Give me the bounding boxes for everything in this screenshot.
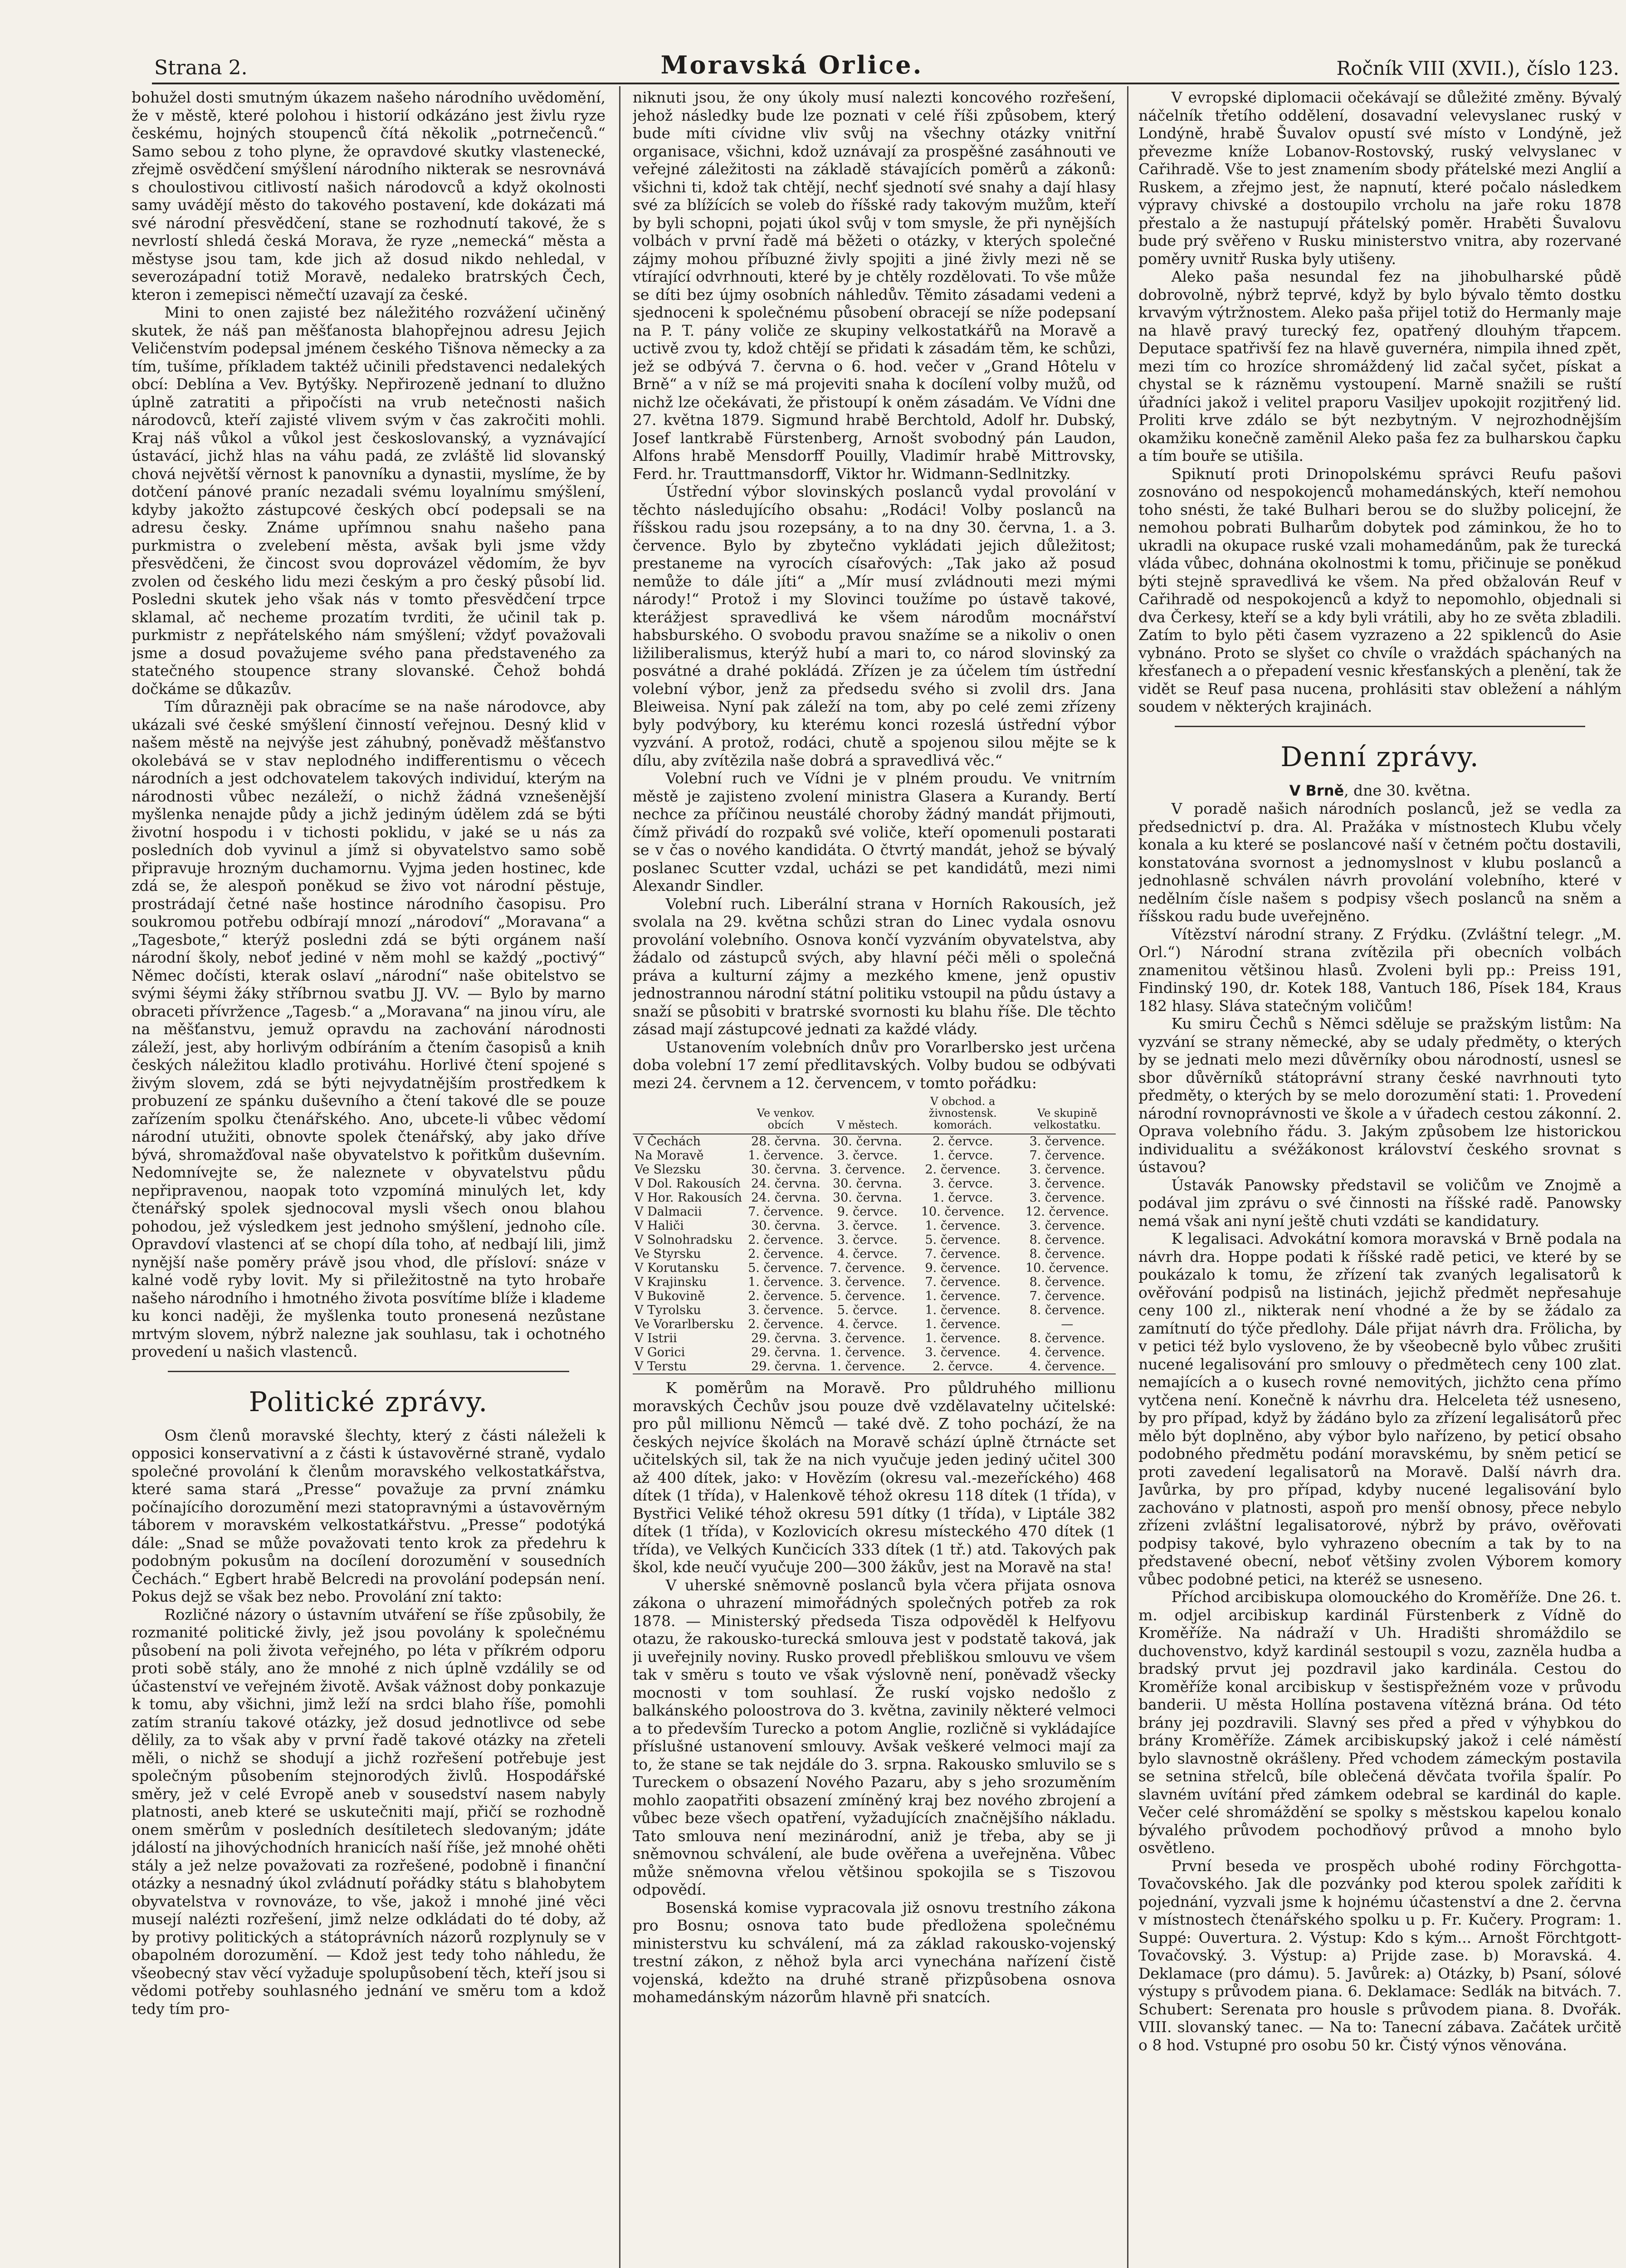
table-cell: 28. června. [751,1134,820,1149]
article-paragraph: Příchod arcibiskupa olomouckého do Kroměříže. Dne 26. t. m. odjel arcibiskup kardinál Fürstenberk z Vídně do Kroměříže. Na nádraží v Uh. Hradišti shromáždilo se duchovenstvo, když kardinál sestoupil s vozu, zazněla hudba a bradský prvut jej pozdravil jako kardinála. Cestou do Kroměříže konal arcibiskup v šestispřežném voze v průvodu banderii. U města Hollína postavena vítězná brána. Od této brány jej pozdravili. Slavný ses před a před v výhybkou do brány Kroměříže. Zámek arcibiskupský jakož i celé náměstí bylo slavnostně okrášleny. Před vchodem zámeckým postavila se setnina střelců, bíle oblečená děvčata tvořila špalír. Po slavném uvítání před zámkem odebral se kardinál do kaple. Večer celé shromáždění se spolky s městskou kapelou konalo bývalého průvodem pochodňový průvod a mnoho bylo osvětleno. [1138,1588,1621,1857]
table-cell: 5. července. [830,1289,905,1303]
article-paragraph: Ku smiru Čechů s Němci sděluje se pražským listům: Na vyzvání se strany německé, aby se udaly předměty, o kterých by se jednati melo mezi důvěrníky obou národností, usnesl se sbor důvěrníků státoprávní strany české navrhnouti tyto předměty, o kterých by se melo dorozumění stati: 1. Provedení národní rovnoprávnosti ve škole a v úřadech cestou zákonní. 2. Oprava volebního řádu. 3. Jakým způsobem lze historickou individualitu a svéžákonost království českého srovnat s ústavou? [1138,1015,1621,1176]
table-cell: V Hor. Rakousích [635,1191,742,1205]
table-cell: 4. července. [1029,1345,1105,1359]
table-row [633,1345,1116,1359]
table-cell: 3. července. [925,1345,1001,1359]
table-row [633,1205,1116,1219]
table-cell: 2. července. [748,1233,824,1247]
table-cell: 29. června. [751,1359,820,1374]
table-cell: 1. července. [925,1331,1001,1345]
table-cell: 24. června. [751,1191,820,1205]
table-cell: Ve Styrsku [635,1247,701,1261]
article-paragraph: niknuti jsou, že ony úkoly musí nalezti koncového rozřešení, jehož následky bude lze poznati v celé říši způsobem, který bude míti cívidne vliv svůj na všechny otázky vnitřní organisace, všichni, kdož uznávají za prospěšné zasáhnouti ve veřejné záležitosti na základě stávajících poměrů a zákonů: všichni ti, kdož tak chtějí, nechť sjednotí své snahy a dají hlasy své za blížících se voleb do říšské rady takovým mužům, kteří by byli schopni, pojati úkol svůj v tom smysle, že při nynějších volbách v první řadě má běžeti o otázky, v kterých společné zájmy mohou příbuzné živly spojiti a jiné živly mezi ně se vtírající odvrhnouti, které by je chtěly rozdělovati. To vše může se díti bez újmy osobních náhledův. Těmito zásadami vedeni a sjednoceni k společnému působení obracejí se níže podepsaní na P. T. pány voliče ze skupiny velkostatkářů na Moravě a uctivě zvou ty, kdož chtějí se přidati k zásadám těm, ke schůzi, jež se odbývá 7. června o 6. hod. večer v „Grand Hôtelu v Brně“ a v níž se má projeviti snaha k docílení volby mužů, od nichž lze očekávati, že přistoupí k oněm zásadám. Ve Vídni dne 27. května 1879. Sigmund hrabě Berchtold, Adolf hr. Dubský, Josef lantkrabě Fürstenberg, Arnošt svobodný pán Laudon, Alfons hrabě Mensdorff Pouilly, Vladimír hrabě Mittrovsky, Ferd. hr. Trauttmansdorff, Viktor hr. Widmann-Sedlnitzky. [633,88,1116,483]
table-cell: 7. července. [830,1261,905,1275]
dateline-date: , dne 30. května. [1344,781,1471,799]
table-cell: V Krajinsku [635,1275,707,1289]
table-cell: 12. července. [1025,1205,1109,1219]
header-rule [152,83,1619,84]
table-cell: 10. července. [1025,1261,1109,1275]
table-header-cell: Ve venkov. obcích [757,1107,815,1131]
table-row [633,1134,1116,1149]
table-row [633,1331,1116,1345]
article-paragraph: Osm členů moravské šlechty, který z části náleželi k opposici konservativní a z části k ústavověrné straně, vydalo společné provolání k členům moravského velkostatkářstva, které sama stará „Presse“ považuje za první známku počínajícího dorozumění mezi statopravnými a ústavověrným táborem v moravském velkostatkářstvu. „Presse“ podotýká dále: „Snad se může považovati tento krok za předehru k podobným pokusům na docílení dorozumění v sousedních Čechách.“ Egbert hrabě Belcredi na provolání podepsán není. Pokus dejž se však bez nebo. Provolání zní takto: [132,1426,605,1605]
table-cell: Ve Slezsku [635,1163,701,1177]
table-cell: 5. červce. [837,1303,898,1317]
table-cell: 9. červce. [837,1205,898,1219]
page-header [154,48,1619,79]
table-cell: 9. července. [925,1261,1001,1275]
table-row [633,1247,1116,1261]
article-paragraph: Aleko paša nesundal fez na jihobulharské půdě dobrovolně, nýbrž teprvé, když by bylo bývalo těmto dostku krvavým výtržnostem. Aleko paša přijel totiž do Hermanly maje na hlavě pravý turecký fez, opatřený dlouhým třapcem. Deputace spatřivší fez na hlavě guvernéra, nimpila ihned zpět, mezi tím co hrozíce shromáždený lid začal syčet, pískat a chystal se k rázněmu vystoupení. Marně snažili se ruští úřadníci jakož i velitel praporu Vasiljev upokojit rozjitřený lid. Proliti krve zdálo se být nezbytným. V nejrozhodnějším okamžiku konečně zaměnil Aleko paša fez za bulharskou čapku a tím bouře se utišila. [1138,268,1621,464]
table-cell: V Haliči [635,1219,684,1233]
article-paragraph: Volební ruch ve Vídni je v plném proudu. Ve vnitrním městě je zajisteno zvolení ministra Glasera a Kurandy. Bertí nechce za příčinou neustálé choroby žádný mandát přijmouti, čímž přivádí do rozpaků své voliče, kteří opomenuli postarati se v čas o nového kandidáta. O čtvrtý mandát, jehož se bývalý poslanec Scutter vzdal, ucházi se pet kandidátů, mezi nimi Alexandr Sindler. [633,769,1116,894]
table-cell: V Dalmacii [635,1205,702,1219]
article-paragraph: Rozličné názory o ústavním utváření se říše způsobily, že rozmanité politické živly, jež jsou povolány k společnému působení na poli života veřejného, po léta v příkrém odporu proti sobě stály, ano že mnohé z nich úplně vzdálily se od účastenství ve veřejném životě. Avšak vážnost doby ponkazuje k tomu, aby všichni, jimž leží na srdci blaho říše, pomohli zatím straníu takové otázky, jež dosud jednotlivce od sebe dělily, za to však aby v první řadě takové otázky na zřeteli měli, o nichž se shodují a jichž rozřešení potřebuje jest společným působením stejnorodých živlů. Hospodářské směry, jež v celé Evropě aneb v sousedství nasem nabyly platnosti, aneb které se uskutečniti mají, přičí se rozhodně onem směrům v posledních desítiletech sledovaným; jdáte jdálostí na jihovýchodních hranicích naší říše, jež mnohé ohěti stály a jež nelze považovati za rozřešené, podobně i finanční otázky a nesnadný úkol zvládnutí pořádky státu s blahobytem obyvatelstva v rovnováze, to vše, jakož i mnohé jiné věci musejí nalézti rozřešení, jimž nelze odkládati do té doby, až by protivy politických a státoprávních názorů rozplynuly se v obapolném dorozumění. — Kdož jest tedy toho náhledu, že všeobecný stav věcí vyžaduje spolupůsobení těch, kteří jsou si vědomi potřeby souhlasného jednání ve směru tom a kdož tedy tím pro- [132,1605,605,2018]
table-cell: 2. července. [925,1163,1001,1177]
table-cell: — [1061,1317,1074,1331]
table-header-cell: Ve skupině velkostatku. [1033,1107,1101,1131]
article-paragraph: V evropské diplomacii očekávají se důležité změny. Bývalý náčelník třetího oddělení, dosavadní velevyslanec ruský v Londýně, hrabě Šuvalov opustí své místo v Londýně, jež převezme kníže Lobanov-Rostovský, ruský velvyslanec v Cařihradě. Vše to jest znamením sbody přátelské mezi Anglií a Ruskem, a zřejmo jest, že napnutí, které počalo následkem výpravy chivské a dostoupilo vrcholu na jaře roku 1878 přestalo a že nastupují přátelský poměr. Hraběti Šuvalovu bude prý svěřeno v Rusku ministerstvo vnitra, aby rozervané poměry uvnitř Ruska byly utišeny. [1138,88,1621,268]
table-header-cell [633,1095,744,1134]
article-paragraph: Mini to onen zajisté bez náležitého rozvážení učiněný skutek, že náš pan měšťanosta blahopřejnou adresu Jejich Veličenstvím podepsal jménem českého Tišnova německy a za tím, tušíme, příkladem taktéž učinili představenci nedalekých obcí: Deblína a Vev. Bytýšky. Nepřirozeně jednaní to dlužno úplně zatratiti a připočísti na vrub netečnosti našich národovců, kteří zajisté vlivem svým v čas zakročiti mohli. Kraj náš vůkol a vůkol jest českoslovanský, a vyznávající ústavácí, jichž hlas na váhu padá, ze zvláště lid slovanský chová největší věrnost k panovníku a dynastii, myslíme, že by dotčení pánové praníc nezadali svému loyalnímu smýšlení, kdyby jakožto zástupcové českých obcí podepsali se na adresu česky. Známe upřímnou snahu našeho pana purkmistra o zvelebení města, avšak byli jsme vždy přesvědčeni, že čincost svou doprovázel vědomím, že byv zvolen od českého lidu mezi českým a pro český působí lid. Posledni skutek jeho však nás v tomto přesvědčení trpce sklamal, ač necheme prozatím tvrditi, že učinil tak p. purkmistr z nepřátelského nám smýšlení; vždyť považovali jsme a dosud považujeme svého pana představeného za statečného stoupence strany slovanské. Čehož bohdá dočkáme se důkazův. [132,303,605,698]
table-row [633,1163,1116,1177]
table-cell: 3. července. [830,1275,905,1289]
table-cell: 3. červce. [933,1177,993,1191]
table-cell: 1. července. [830,1359,905,1374]
table-cell: 3. červce. [837,1233,898,1247]
table-cell: 30. června. [832,1191,902,1205]
table-cell: 3. července. [1029,1191,1105,1205]
table-row [633,1177,1116,1191]
dateline [1138,782,1621,800]
section-divider [168,1371,569,1372]
table-cell: 3. července. [748,1303,824,1317]
table-cell: 1. července. [748,1275,824,1289]
article-paragraph: Ústřední výbor slovinských poslanců vydal provolání v těchto následujícího obsahu: „Rodáci! Volby poslanců na říšskou radu jsou rozepsány, a to na dny 30. června, 1. a 3. července. Bylo by zbytečno vykládati jejich důležitost; prestaneme na vyrocích císařových: „Tak jako až posud nemůže to dále jíti“ a „Mír musí zvládnouti mezi mými národy!“ Protož i my Slovinci toužíme po ústavě takové, kterážjest spravedlivá ke všem národům mocnářství habsburského. O svobodu pravou snažíme se a nikoliv o onen ližiliberalismus, kterýž hubí a mari to, co národ slovinský za posvátné a drahé pokládá. Zřízen je za účelem tím ústřední volební výbor, jenž za předsedu svého si zvolil drs. Jana Bleiweisa. Nyní pak záleží na tom, aby po celé zemi zřízeny byly podvýbory, ku kterému konci rozeslá ústřední výbor vyzvání. A protož, rodáci, chutě a spojenou silou mějte se k dílu, aby zvítězila naše dobrá a spravedlivá věc.“ [633,483,1116,769]
table-cell: 4. července. [1029,1359,1105,1374]
table-cell: V Korutansku [635,1261,719,1275]
table-cell: 3. července. [1029,1163,1105,1177]
article-paragraph: V poradě našich národních poslanců, jež se vedla za předsednictví p. dra. Al. Pražáka v místnostech Klubu včely konala a ku které se poslancové naší v četném počtu dostavili, konstatována svornost a jednomyslnost v klubu poslanců a jednohlasně schválen návrh provolání volebního, které v nedělním čísle našem s podpisy všech poslanců na sněm a říšskou radu bude uveřejněno. [1138,800,1621,925]
table-cell: 3. července. [1029,1219,1105,1233]
table-header-cell: V městech. [837,1119,898,1131]
table-cell: Ve Vorarlbersku [635,1317,734,1331]
table-row [633,1359,1116,1374]
table-cell: 1. července. [925,1289,1001,1303]
table-cell: V Terstu [635,1359,687,1374]
table-cell: 7. července. [748,1205,824,1219]
table-cell: 1. červce. [933,1191,993,1205]
table-cell: 8. července. [1029,1303,1105,1317]
table-cell: 29. června. [751,1345,820,1359]
article-paragraph: Vítězství národní strany. Z Frýdku. (Zvláštní telegr. „M. Orl.“) Národní strana zvítězila při obecních volbách znamenitou většinou hlasů. Zvoleni byli pp.: Preiss 191, Findinský 190, dr. Kotek 188, Vantuch 186, Písek 184, Kraus 182 hlasy. Sláva statečným voličům! [1138,925,1621,1015]
table-cell: 3. červce. [837,1219,898,1233]
page-number: Strana 2. [154,56,248,79]
table-body [633,1134,1116,1374]
section-divider [1175,726,1585,727]
daily-news-heading: Denní zprávy. [1280,741,1480,773]
table-cell: 7. července. [925,1275,1001,1289]
table-cell: 1. červce. [933,1149,993,1163]
article-paragraph: Volební ruch. Liberální strana v Horních Rakousích, jež svolala na 29. května schůzi stran do Linec vydala osnovu provolání volebního. Osnova končí vyzváním obyvatelstva, aby žádalo od zástupců svých, aby hlavní péči měli o společná práva a kulturní zájmy a mezkého kmene, jenž opustiv jednostrannou národní státní politiku vstoupil na půdu ústavy a snaží se působiti v bratrské svornosti ku blahu říše. Dle těchto zásad mají zástupcové jednati za každé vlády. [633,894,1116,1038]
table-cell: 30. června. [751,1219,820,1233]
table-row [633,1261,1116,1275]
article-paragraph: Ústavák Panowsky představil se voličům ve Znojmě a podával jim zprávu o své činnosti na říšské radě. Panowsky nemá však ani nyní ještě chuti vzdáti se kandidatury. [1138,1176,1621,1230]
table-cell: 7. července. [1029,1149,1105,1163]
table-row [633,1233,1116,1247]
table-cell: 5. července. [925,1233,1001,1247]
table-cell: 10. července. [921,1205,1005,1219]
table-cell: 2. července. [748,1247,824,1261]
table-cell: 30. června. [751,1163,820,1177]
table-cell: 3. července. [830,1163,905,1177]
table-cell: 1. července. [925,1317,1001,1331]
table-cell: 2. červce. [933,1359,993,1374]
table-row [633,1149,1116,1163]
masthead-title: Moravská Orlice. [660,50,923,79]
table-cell: 2. července. [748,1289,824,1303]
table-cell: 4. červce. [837,1247,898,1261]
table-cell: 3. července. [1029,1134,1105,1149]
table-cell: V Solnohradsku [635,1233,733,1247]
article-paragraph: K poměrům na Moravě. Pro půldruhého millionu moravských Čechův jsou pouze dvě vzdělavatelny učitelské: pro půl millionu Němců — také dvě. Z toho pochází, že na českých nejvíce školách na Moravě schází úplně čtrnácte set učitelských sil, tak že na nich vyučuje jeden jediný učitel 300 až 400 dítek, jako: v Hovězím (okresu val.-mezeříckého) 468 dítek (1 třída), v Halenkově téhož okresu 118 dítek (1 třída), v Bystřici Veliké téhož okresu 591 dítky (1 třída), v Liptále 382 dítek (1 třída), v Kozlovicích okresu místeckého 470 dítek (1 třída), ve Velkých Kunčicích 333 dítek (1 tř.) atd. Takových pak škol, kde neučí vyučuje 200—300 žákův, jest na Moravě na sta! [633,1379,1116,1576]
politics-heading: Politické zprávy. [249,1386,488,1418]
table-cell: 24. června. [751,1177,820,1191]
table-cell: 30. června. [832,1134,902,1149]
table-cell: V Gorici [635,1345,685,1359]
article-paragraph: bohužel dosti smutným úkazem našeho národního uvědomění, že v městě, které polohou i historií odkázáno jest živlu ryze českému, hojných stoupenců čítá několik „potrnečenců.“ Samo sebou z toho plyne, že opravdové skutky vlastenecké, zřejmě osvědčení smýšlení národního nikterak se nesrovnává s choulostivou citlivostí našich národovců a když okolnosti samy uvádějí město do takového postavení, kde dokázati má své národní přesvědčení, stane se rozhodnutí takové, že s nevrlostí shledá česká Morava, že ryze „nemecká“ města a městyse jsou tam, kde jich až dosud nikdo nehledal, v severozápadní totiž Moravě, nedaleko bratrských Čech, kteron i zemepisci němečtí uzavají za české. [132,88,605,303]
column-rule-1 [619,86,620,2268]
table-cell: 4. červce. [837,1317,898,1331]
table-cell: V Bukovině [635,1289,705,1303]
table-cell: 3. července. [830,1331,905,1345]
table-cell: 7. července. [925,1247,1001,1261]
table-row [633,1317,1116,1331]
table-cell: 8. července. [1029,1331,1105,1345]
dateline-city: V Brně [1289,782,1344,799]
table-header-row [633,1095,1116,1134]
table-cell: 2. července. [748,1317,824,1331]
table-header-cell: V obchod. a živnostensk. komorách. [928,1095,997,1131]
table-cell: 7. července. [1029,1289,1105,1303]
column-1 [132,88,605,2268]
article-paragraph: Spiknutí proti Drinopolskému správci Reufu pašovi zosnováno od nespokojenců mohamedánských, kteří nemohou toho snésti, že také Bulhari berou se do služby policejní, že nemohou pobrati Bulharům dobytek pod záminkou, že ho to ukradli na okupace ruské vzali mohamedánům, pak že turecká vláda vůbec, dohnána okolnostmi k tomu, přičinuje se poněkud býti stejně spravedlivá ke všem. Na před obžalován Reuf v Cařihradě od nespokojenců a když to nepomohlo, objednali si dva Čerkesy, kteří se a kdy byli vrátili, aby ho ze světa zbladili. Zatím to bylo pěti časem vyzrazeno a 22 spiklenců do Asie vybnáno. Proto se slyšet co chvíle o vraždách spáchaných na křesťanech a o přepadení vesnic křesťanských a plenění, tak že vidět se Reuf pasa nucena, prohlásiti stav obležení a náhlým soudem v některých krajinách. [1138,464,1621,715]
table-cell: V Čechách [635,1134,701,1149]
table-cell: 8. července. [1029,1275,1105,1289]
table-cell: V Dol. Rakousích [635,1177,741,1191]
article-paragraph: K legalisaci. Advokátní komora moravská v Brně podala na návrh dra. Hoppe podati k říšské radě petici, ve které by se poukázalo k tomu, že zřízení tak zvaných legalisatorů k ověřování podpisů na listinách, jejichž předmět nepřesahuje ceny 100 zl., nikterak není vhodné a že by se žádalo za zamítnutí do týče předlohy. Dále přijat návrh dra. Frölicha, by v petici též bylo vysloveno, že by všeobecně bylo vůbec zrušiti nucené legalisování pro smlouvy o předmětech ceny 100 zlat. nemajících a o kusech rovné nemovitých, jichžto cena přímo vytčena není. Konečně k návrhu dra. Helceleta též usneseno, by pro případ, když by žádáno bylo za zřízení legalisátorů přec mělo být doplněno, aby výbor bylo nařízeno, by peticí obsaho podobného předmětu podání moravskému, by sněm peticí se proti zavedení legalisatorů na Moravě. Další návrh dra. Javůrka, by pro případ, kdyby nucené legalisování bylo zachováno v platnosti, aspoň pro menší obnosy, přece nebylo zřízeni zvláštní legalisatorové, nýbrž by právo, ověřovati podpisy takové, bylo vyhrazeno obecním a tak by to na představené obecní, neboť většiny zvolen Výborem komory vůbec podobné petici, na kteréž se usneseno. [1138,1230,1621,1588]
table-cell: Na Moravě [635,1149,704,1163]
table-cell: 1. července. [830,1345,905,1359]
table-cell: 2. červce. [933,1134,993,1149]
table-row [633,1303,1116,1317]
issue-info: Ročník VIII (XVII.), číslo 123. [1336,57,1619,79]
article-paragraph: Bosenská komise vypracovala již osnovu trestního zákona pro Bosnu; osnova tato bude předložena společnému ministerstvu ku schválení, má za základ rakousko-vojenský trestní zákon, z něhož byla arci vynechána nařízení čistě vojenská, kdežto na druhé straně přizpůsobena osnova mohamedánským názorům hlavně při snatcích. [633,1898,1116,2006]
article-paragraph: V uherské sněmovně poslanců byla včera přijata osnova zákona o uhrazení mimořádných společných potřeb za rok 1878. — Ministerský předseda Tisza odpověděl k Helfyovu otazu, že rakousko-turecká smlouva jest v podstatě taková, jak ji uveřejnily noviny. Rusko provedl přebliškou smlouvu ve všem tak v směru s touto ve však výslovně není, poněvadž všecky mocnosti v tom souhlasí. Že ruskí vojsko nedošlo z balkánského poloostrova do 3. května, zavinily některé velmoci a to především Turecko a potom Anglie, rozličně si vykládajíce příslušné ustanovení smlouvy. Avšak veškeré velmoci mají za to, že stane se tak nejdále do 3. srpna. Rakousko smluvilo se s Tureckem o obsazení Nového Pazaru, aby s jeho srozuměním mohlo zaopatřiti obsazení zmíněný kraj bez nového zbrojení a vůbec beze všech opatření, vyžadujících značnějšího nákladu. Tato smlouva není mezinárodní, aniž je třeba, aby se ji sněmovnou schválení, ale bude ověřena a uveřejněna. Vůbec může sněmovna vřelou většinou spokojila se s Tiszovou odpovědí. [633,1576,1116,1898]
table-cell: 1. července. [925,1303,1001,1317]
table-row [633,1275,1116,1289]
table-cell: 8. července. [1029,1247,1105,1261]
article-paragraph: Ustanovením volebních dnův pro Vorarlbersko jest určena doba volební 17 zemí předlitavských. Volby budou se odbývati mezi 24. červnem a 12. červencem, v tomto pořádku: [633,1038,1116,1092]
table-cell: V Istrii [635,1331,677,1345]
table-cell: 8. července. [1029,1233,1105,1247]
column-3 [1138,88,1621,2268]
table-cell: 29. června. [751,1331,820,1345]
table-row [633,1191,1116,1205]
table-row [633,1289,1116,1303]
column-rule-2 [1127,86,1128,2268]
table-cell: 1. července. [925,1219,1001,1233]
table-cell: 30. června. [832,1177,902,1191]
table-cell: 3. července. [1029,1177,1105,1191]
article-paragraph: První beseda ve prospěch ubohé rodiny Förchgotta-Tovačovského. Jak dle pozvánky pod kterou spolek zaříditi k pojednání, vyzvali jsme k hojnému účastenství a dne 2. června v místnostech čtenářského spolku u p. Fr. Kučery. Program: 1. Suppé: Ouvertura. 2. Výstup: Kdo s kým... Arnošt Förchtgott-Tovačovský. 3. Výstup: a) Prijde zase. b) Moravská. 4. Deklamace (pro dámu). 5. Javůrek: a) Otázky, b) Psaní, sólové výstupy s průvodem piana. 6. Deklamace: Sedlák na bitvách. 7. Schubert: Serenata pro housle s průvodem piana. 8. Dvořák. VIII. slovanský tanec. — Na to: Tanecní zábava. Začátek určitě o 8 hod. Vstupné pro osobu 50 kr. Čistý výnos věnována. [1138,1857,1621,2054]
article-paragraph: Tím důrazněji pak obracíme se na naše národovce, aby ukázali své české smýšlení činností veřejnou. Desný klid v našem městě na nejvýše jest záhubný, poněvadž měšťanstvo okolebává se v stav neplodného indifferentismu o věcech národních a jest odchovatelem takových individuí, kterým na národnosti vůbec nezáleží, o nichž žádná vznešenější myšlenka nenajde půdy a jichž jediným údělem zdá se býti životní hospodu i v tichosti poklidu, v jaké se u nás za posledních dob vyvinul a jímž si obyvatelstvo samo sobě připravuje hrozným duchamornu. Vyjma jeden hostinec, kde zdá se, že alespoň poněkud se živo vot národní pěstuje, prostrádají četné naše hostince národního časopisu. Pro soukromou potřebu odbírají mnozí „národoví“ „Moravana“ a „Tagesbote,“ kterýž posledni zdá se býti orgánem naší národní školy, neboť jediné v něm mohl se každý „poctivý“ Němec dočísti, kterak oslaví „národní“ naše obitelstvo se svými šéymi žáky stříbrnou svatbu JJ. VV. — Bylo by marno obraceti přívržence „Tagesb.“ a „Moravana“ na jinou víru, ale na měšťanstvu, jemuž opravdu na zachování národnosti záleží, jest, aby horlivým odbíráním a čtením časopisů a knih českých náležitou kladlo protiváhu. Horlivé čtení spojené s živým slovem, zdá se býti nejvydatnějším prostředkem k probuzení ze spánku duševního a čtení takové dle se pouze zařízením spolku čtenářského. Ano, ubcete-li vůbec vědomí národní utužiti, obnovte spolek čtenářský, aby jako dříve bývá, shromažďoval naše obyvatelstvo k pořitkům duševním. Nedomnívejte se, že naleznete v obyvatelstvu půdu nepřipravenou, naopak toto vzpomíná minulých let, kdy čtenářský spolek sjednocoval mysli všech onou blahou pohodou, jež výsledkem jest jednoho smýšlení, jednoho cíle. Opravdoví vlastenci ať se chopí díla toho, ať nedbají lili, jimž nynější naše poměry právě jsou vhod, dle přísloví: snáze v kalné vodě ryby lovit. My si přiležitostně na tyto hrobaře našeho národního i hmotného života posvítíme blíže i klademe ku konci naději, že myšlenka touto pronesená nezůstane mrtvým slovem, nýbrž nalezne jak souhlasu, tak i ochotného provedení u našich vlastenců. [132,698,605,1360]
table-cell: 3. červce. [837,1149,898,1163]
election-dates-table [633,1095,1116,1374]
table-cell: 5. července. [748,1261,824,1275]
table-cell: 1. července. [748,1149,824,1163]
table-row [633,1219,1116,1233]
column-2 [633,88,1116,2268]
table-cell: V Tyrolsku [635,1303,701,1317]
